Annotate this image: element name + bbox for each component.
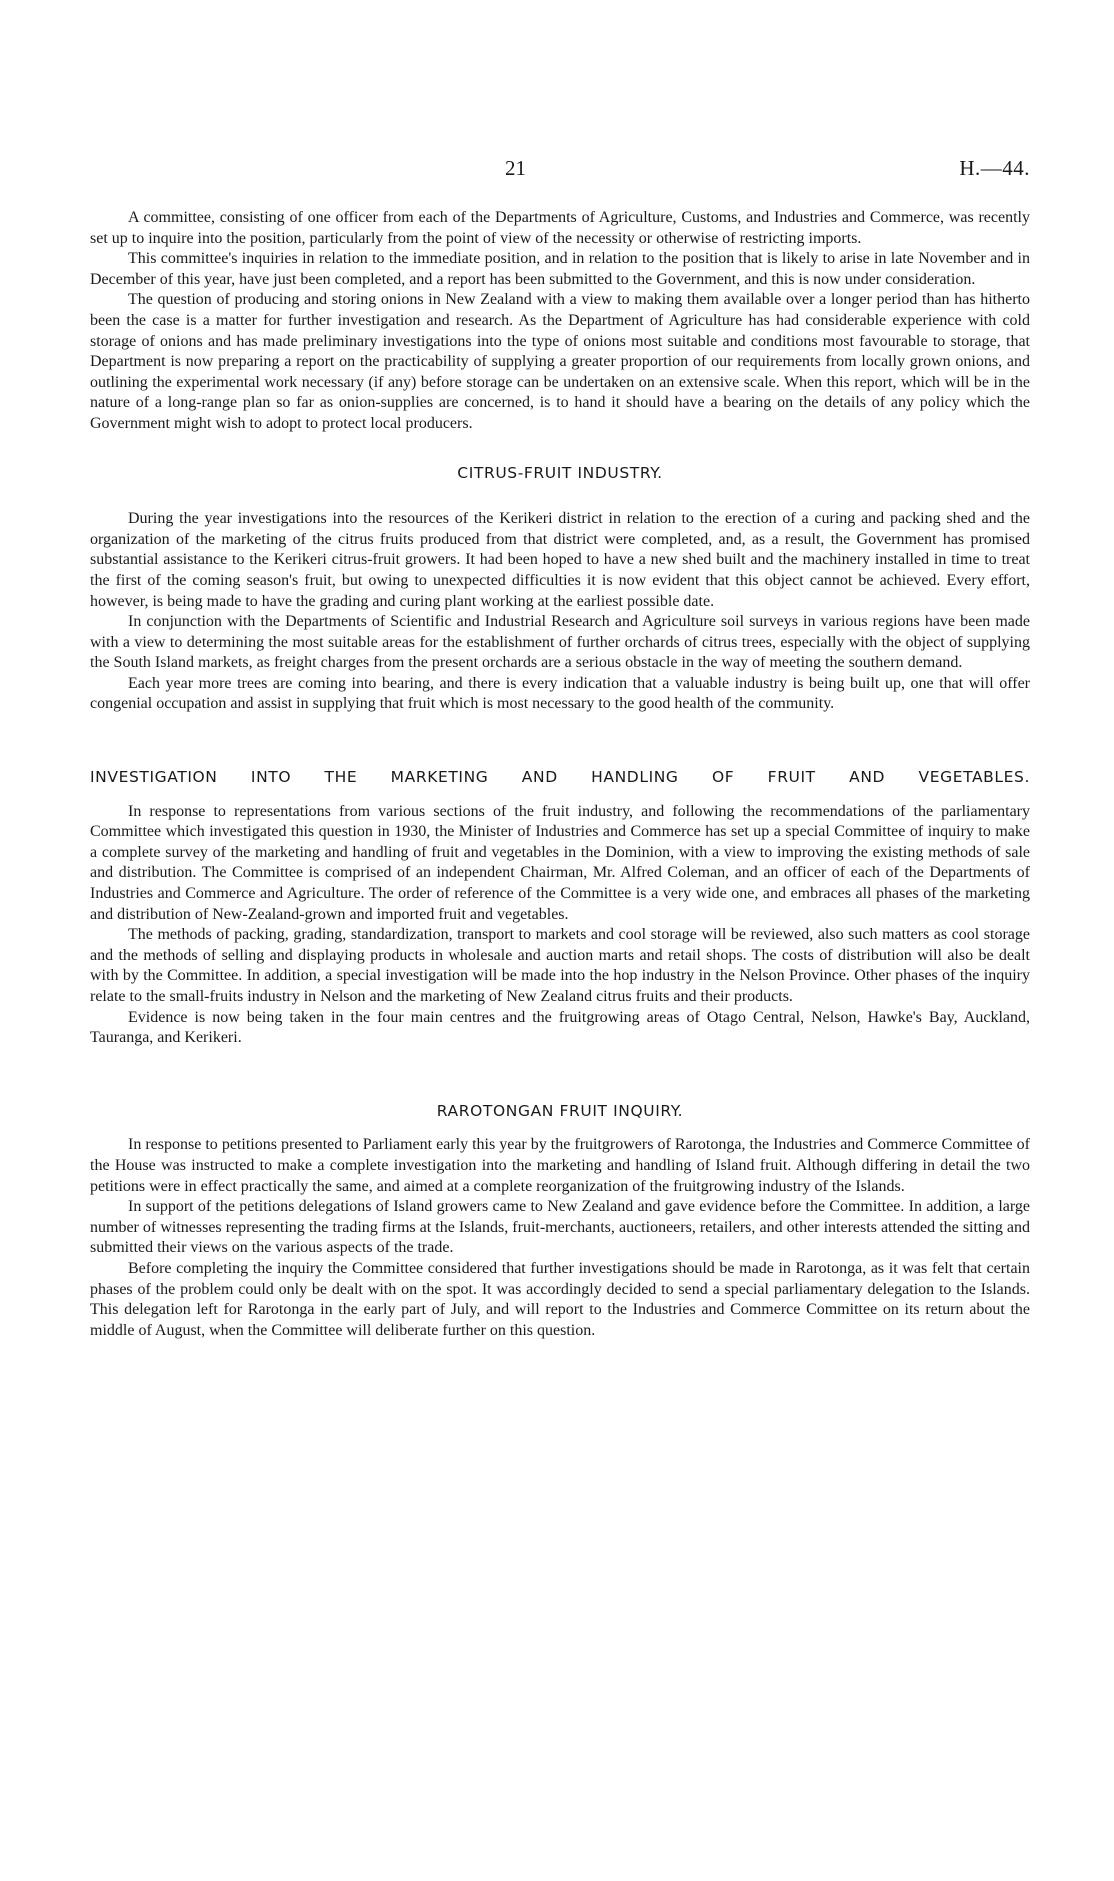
section-heading-rarotongan: RAROTONGAN FRUIT INQUIRY. xyxy=(436,1101,684,1120)
onion-section xyxy=(90,208,1030,435)
section-heading-marketing: INVESTIGATION INTO THE MARKETING AND HANDLING OF FRUIT AND VEGETABLES. xyxy=(90,768,1030,787)
page-header xyxy=(90,158,1030,188)
paragraph: In response to petitions presented to Parliament early this year by the fruitgrowers of Rarotonga, the Industries and Commerce Committee of the House was instructed to make a complete investigation into the marketing and handling of Island fruit. Although differing in detail the two petitions were in effect practically the same, and aimed at a complete reorganization of the fruitgrowing industry of the Islands. xyxy=(90,1136,1030,1195)
rarotongan-section xyxy=(90,1101,1030,1342)
paragraph: In response to representations from various sections of the fruit industry, and following the recommendations of the parliamentary Committee which investigated this question in 1930, the Minister of Industries and Commerce has set up a special Committee of inquiry to make a complete survey of the marketing and handling of fruit and vegetables in the Dominion, with a view to improving the existing methods of sale and distribution. The Committee is comprised of an independent Chairman, Mr. Alfred Coleman, and an officer of each of the Departments of Industries and Commerce and Agriculture. The order of reference of the Committee is a very wide one, and embraces all phases of the marketing and distribution of New-Zealand-grown and imported fruit and vegetables. xyxy=(90,802,1030,923)
paragraph: The question of producing and storing onions in New Zealand with a view to making them available over a longer period than has hitherto been the case is a matter for further investigation and research. As the Department of Agriculture has had considerable experience with cold storage of onions and has made preliminary investigations into the type of onions most suitable and conditions most favourable to storage, that Department is now preparing a report on the practicability of supplying a greater proportion of our requirements from locally grown onions, and outlining the experimental work necessary (if any) before storage can be undertaken on an extensive scale. When this report, which will be in the nature of a long-range plan so far as onion-supplies are concerned, is to hand it should have a bearing on the details of any policy which the Government might wish to adopt to protect local producers. xyxy=(90,291,1030,432)
citrus-section xyxy=(90,463,1030,716)
paragraph: During the year investigations into the resources of the Kerikeri district in relation to the erection of a curing and packing shed and the organization of the marketing of the citrus fruits produced from that district were completed, and, as a result, the Government has promised substantial assistance to the Kerikeri citrus-fruit growers. It had been hoped to have a new shed built and the machinery installed in time to treat the first of the coming season's fruit, but owing to unexpected difficulties it is now evident that this object cannot be achieved. Every effort, however, is being made to have the grading and curing plant working at the earliest possible date. xyxy=(90,510,1030,610)
document-reference: H.—44. xyxy=(959,156,1030,180)
paragraph: A committee, consisting of one officer from each of the Departments of Agriculture, Customs, and Industries and Commerce, was recently set up to inquire into the position, particularly from the point of view of the necessity or otherwise of restricting imports. xyxy=(90,209,1030,247)
paragraph: Each year more trees are coming into bearing, and there is every indication that a valuable industry is being built up, one that will offer congenial occupation and assist in supplying that fruit which is most necessary to the good health of the community. xyxy=(90,674,1030,713)
page-number: 21 xyxy=(505,156,526,180)
marketing-section xyxy=(90,767,1030,1049)
document-page xyxy=(90,0,1030,1341)
section-heading-citrus: CITRUS-FRUIT INDUSTRY. xyxy=(457,463,663,482)
paragraph: The methods of packing, grading, standardization, transport to markets and cool storage will be reviewed, also such matters as cool storage and the methods of selling and displaying products in wholesale and auction marts and retail shops. The costs of distribution will also be dealt with by the Committee. In addition, a special investigation will be made into the hop industry in the Nelson Province. Other phases of the inquiry relate to the small-fruits industry in Nelson and the marketing of New Zealand citrus fruits and their products. xyxy=(90,926,1030,1005)
paragraph: In support of the petitions delegations of Island growers came to New Zealand and gave evidence before the Committee. In addition, a large number of witnesses representing the trading firms at the Islands, fruit-merchants, auctioneers, retailers, and other interests attended the sitting and submitted their views on the various aspects of the trade. xyxy=(90,1198,1030,1257)
paragraph: Evidence is now being taken in the four main centres and the fruitgrowing areas of Otago Central, Nelson, Hawke's Bay, Auckland, Tauranga, and Kerikeri. xyxy=(90,1008,1030,1047)
paragraph: This committee's inquiries in relation to the immediate position, and in relation to the position that is likely to arise in late November and in December of this year, have just been completed, and a report has been submitted to the Government, and this is now under consideration. xyxy=(90,250,1030,288)
paragraph: Before completing the inquiry the Committee considered that further investigations should be made in Rarotonga, as it was felt that certain phases of the problem could only be dealt with on the spot. It was accordingly decided to send a special parliamentary delegation to the Islands. This delegation left for Rarotonga in the early part of July, and will report to the Industries and Commerce Committee on its return about the middle of August, when the Committee will deliberate further on this question. xyxy=(90,1259,1030,1339)
paragraph: In conjunction with the Departments of Scientific and Industrial Research and Agriculture soil surveys in various regions have been made with a view to determining the most suitable areas for the establishment of further orchards of citrus trees, especially with the object of supplying the South Island markets, as freight charges from the present orchards are a serious obstacle in the way of meeting the southern demand. xyxy=(90,613,1030,672)
